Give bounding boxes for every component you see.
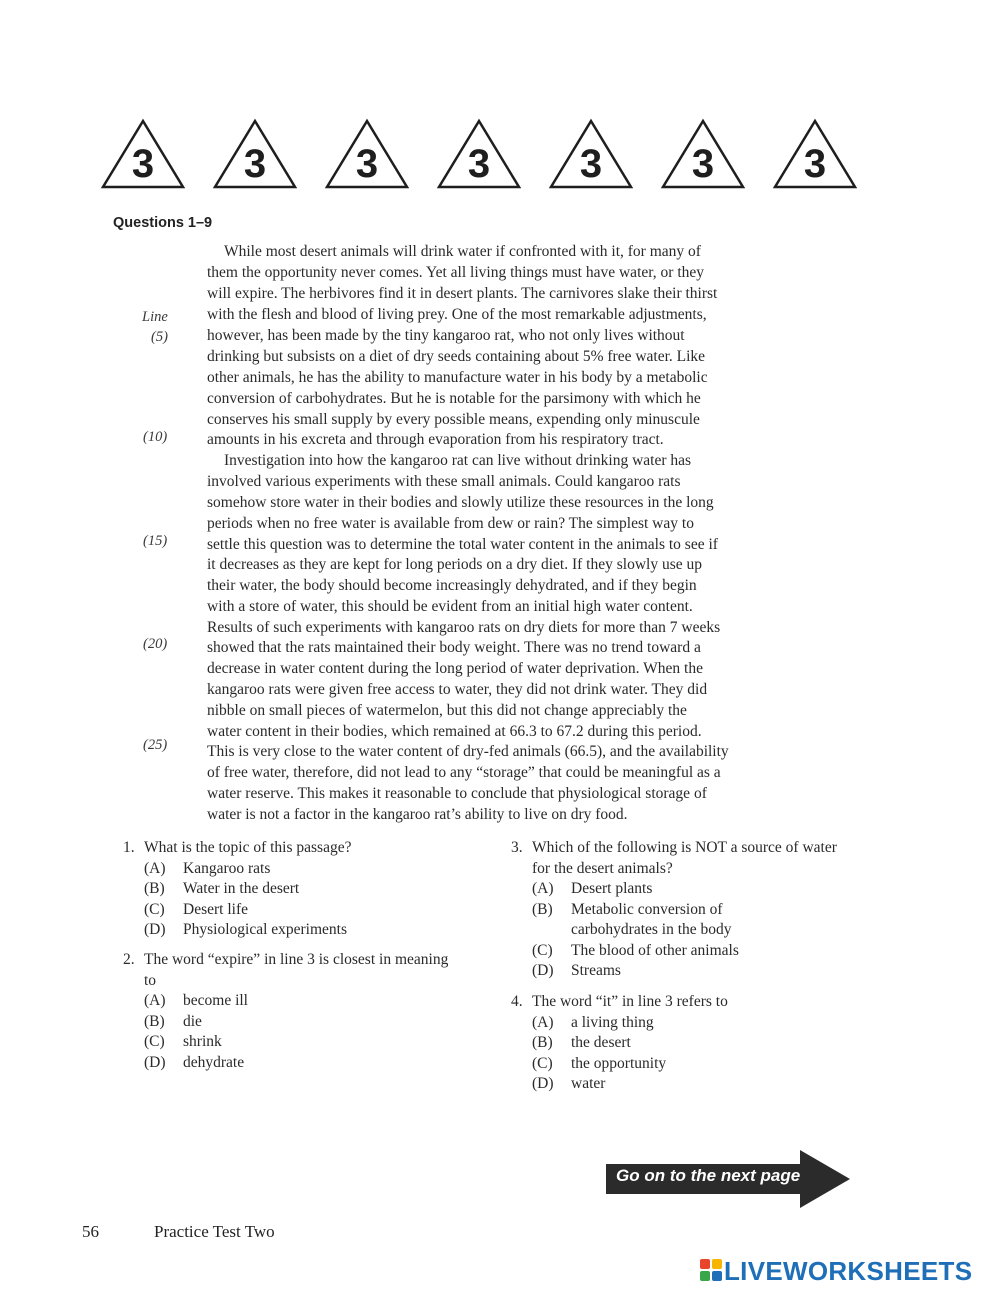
option-text: Desert life <box>183 900 248 918</box>
line-number-20: (20) <box>143 636 168 652</box>
answer-option[interactable] <box>144 920 453 941</box>
answer-option[interactable] <box>144 900 453 921</box>
answer-option[interactable] <box>144 879 453 900</box>
option-letter: (B) <box>144 1012 165 1030</box>
passage-line: water reserve. This makes it reasonable to conclude that physiological storage of <box>207 785 707 802</box>
section-number: 3 <box>579 142 603 186</box>
option-text: shrink <box>183 1033 222 1050</box>
option-letter: (D) <box>532 1075 554 1092</box>
question-stem: The word “expire” in line 3 is closest in meaning to <box>144 951 449 989</box>
option-text: die <box>183 1012 202 1030</box>
question-stem: What is the topic of this passage? <box>144 839 352 856</box>
question-stem: Which of the following is NOT a source of water for the desert animals? <box>532 839 837 877</box>
section-number: 3 <box>467 142 491 186</box>
passage-line: it decreases as they are kept for long periods on a dry diet. If they slowly use up <box>207 556 702 573</box>
question-number: 2. <box>123 951 135 968</box>
answer-option[interactable] <box>532 1013 846 1034</box>
passage-line: Investigation into how the kangaroo rat can live without drinking water has <box>224 452 692 469</box>
section-3-marker-icon <box>212 118 298 190</box>
passage-line: will expire. The herbivores find it in desert plants. The carnivores slake their thirst <box>207 285 718 302</box>
section-3-marker-icon <box>100 118 186 190</box>
option-text: the desert <box>571 1034 631 1051</box>
passage-line: conserves his small supply by every possible means, expending only minuscule <box>207 411 700 428</box>
option-letter: (C) <box>144 900 165 918</box>
question-stem: The word “it” in line 3 refers to <box>532 993 728 1010</box>
answer-option[interactable] <box>532 941 846 962</box>
answer-option[interactable] <box>532 961 846 982</box>
passage-line: While most desert animals will drink water if confronted with it, for many of <box>224 243 701 260</box>
answer-option[interactable] <box>144 1032 453 1053</box>
option-letter: (B) <box>144 880 165 897</box>
option-text: dehydrate <box>183 1053 245 1071</box>
option-text: The blood of other animals <box>571 941 739 959</box>
option-letter: (A) <box>144 992 166 1009</box>
option-letter: (A) <box>532 880 554 897</box>
brand-name: LIVEWORKSHEETS <box>724 1256 973 1286</box>
liveworksheets-logo-icon <box>700 1259 722 1281</box>
option-text: Metabolic conversion of carbohydrates in the body <box>571 900 732 938</box>
next-page-label: Go on to the next page <box>616 1166 801 1185</box>
passage-line: them the opportunity never comes. Yet all living things must have water, or they <box>207 264 705 281</box>
question-number: 3. <box>511 839 523 856</box>
passage-line: kangaroo rats were given free access to water, they did not drink water. They did <box>207 681 708 698</box>
line-number-15: (15) <box>143 533 168 549</box>
section-3-marker-icon <box>660 118 746 190</box>
page-title: Practice Test Two <box>154 1222 275 1241</box>
option-text: a living thing <box>571 1013 654 1031</box>
section-3-marker-icon <box>772 118 858 190</box>
questions-heading: Questions 1–9 <box>113 215 213 231</box>
answer-option[interactable] <box>532 879 846 900</box>
option-letter: (A) <box>144 859 166 877</box>
passage-line: This is very close to the water content of dry-fed animals (66.5), and the availability <box>207 743 729 760</box>
section-number: 3 <box>243 142 267 186</box>
option-letter: (C) <box>532 941 553 959</box>
passage-line: nibble on small pieces of watermelon, but this did not change appreciably the <box>207 702 687 719</box>
option-text: Water in the desert <box>183 880 300 897</box>
option-letter: (D) <box>532 962 554 979</box>
question-number: 4. <box>511 993 523 1010</box>
passage-line: however, has been made by the tiny kangaroo rat, who not only lives without <box>207 327 685 344</box>
section-number: 3 <box>803 142 827 186</box>
option-text: Physiological experiments <box>183 921 348 938</box>
line-label: Line <box>142 309 168 325</box>
question-4 <box>511 992 846 1095</box>
option-letter: (A) <box>532 1013 554 1031</box>
passage-line: decrease in water content during the long period of water deprivation. When the <box>207 660 703 677</box>
section-number: 3 <box>131 142 155 186</box>
passage-line: with the flesh and blood of living prey. One of the most remarkable adjustments, <box>207 306 707 323</box>
section-number: 3 <box>691 142 715 186</box>
line-number-10: (10) <box>143 429 168 445</box>
question-1 <box>123 838 453 941</box>
answer-option[interactable] <box>532 1074 846 1095</box>
option-letter: (B) <box>532 900 553 918</box>
question-number: 1. <box>123 839 135 856</box>
option-text: Kangaroo rats <box>183 859 271 877</box>
question-2 <box>123 950 453 1073</box>
passage-line: water content in their bodies, which remained at 66.3 to 67.2 during this period. <box>207 723 702 740</box>
option-letter: (D) <box>144 1053 166 1071</box>
answer-option[interactable] <box>532 1033 846 1054</box>
next-page-arrow[interactable] <box>604 1148 854 1210</box>
section-3-marker-icon <box>548 118 634 190</box>
option-text: become ill <box>183 992 248 1009</box>
passage-line: other animals, he has the ability to manufacture water in his body by a metabolic <box>207 369 708 386</box>
option-letter: (D) <box>144 921 166 938</box>
question-3 <box>511 838 846 982</box>
passage-line: with a store of water, this should be evident from an initial high water content. <box>207 598 693 615</box>
line-number-25: (25) <box>143 737 168 753</box>
passage-line: showed that the rats maintained their body weight. There was no trend toward a <box>207 639 701 656</box>
section-3-marker-icon <box>436 118 522 190</box>
answer-option[interactable] <box>532 1054 846 1075</box>
answer-option[interactable] <box>144 1053 453 1074</box>
section-number: 3 <box>355 142 379 186</box>
passage-line: involved various experiments with these small animals. Could kangaroo rats <box>207 473 681 490</box>
option-text: the opportunity <box>571 1054 667 1072</box>
option-text: water <box>571 1075 606 1092</box>
page-number: 56 <box>82 1222 99 1241</box>
option-letter: (C) <box>144 1033 165 1050</box>
passage-line: periods when no free water is available from dew or rain? The simplest way to <box>207 515 694 532</box>
passage-line: settle this question was to determine the total water content in the animals to see if <box>207 536 718 553</box>
line-number-5: (5) <box>151 329 168 345</box>
option-text: Streams <box>571 962 621 979</box>
passage-line: their water, the body should become increasingly dehydrated, and if they begin <box>207 577 697 594</box>
answer-option[interactable] <box>144 859 453 880</box>
passage-line: water is not a factor in the kangaroo rat’s ability to live on dry food. <box>207 806 628 823</box>
passage-line: amounts in his excreta and through evaporation from his respiratory tract. <box>207 431 664 448</box>
passage-line: drinking but subsists on a diet of dry seeds containing about 5% free water. Like <box>207 348 706 365</box>
answer-option[interactable] <box>144 1012 453 1033</box>
answer-option[interactable] <box>144 991 453 1012</box>
option-letter: (C) <box>532 1054 553 1072</box>
section-markers <box>100 118 860 190</box>
passage-line: somehow store water in their bodies and slowly utilize these resources in the long <box>207 494 714 511</box>
passage-line: of free water, therefore, did not lead to any “storage” that could be meaningful as a <box>207 764 721 781</box>
section-3-marker-icon <box>324 118 410 190</box>
option-letter: (B) <box>532 1034 553 1051</box>
passage-line: conversion of carbohydrates. But he is notable for the parsimony with which he <box>207 390 701 407</box>
passage-line: Results of such experiments with kangaroo rats on dry diets for more than 7 weeks <box>207 619 721 636</box>
option-text: Desert plants <box>571 880 653 897</box>
answer-option[interactable] <box>532 900 846 941</box>
